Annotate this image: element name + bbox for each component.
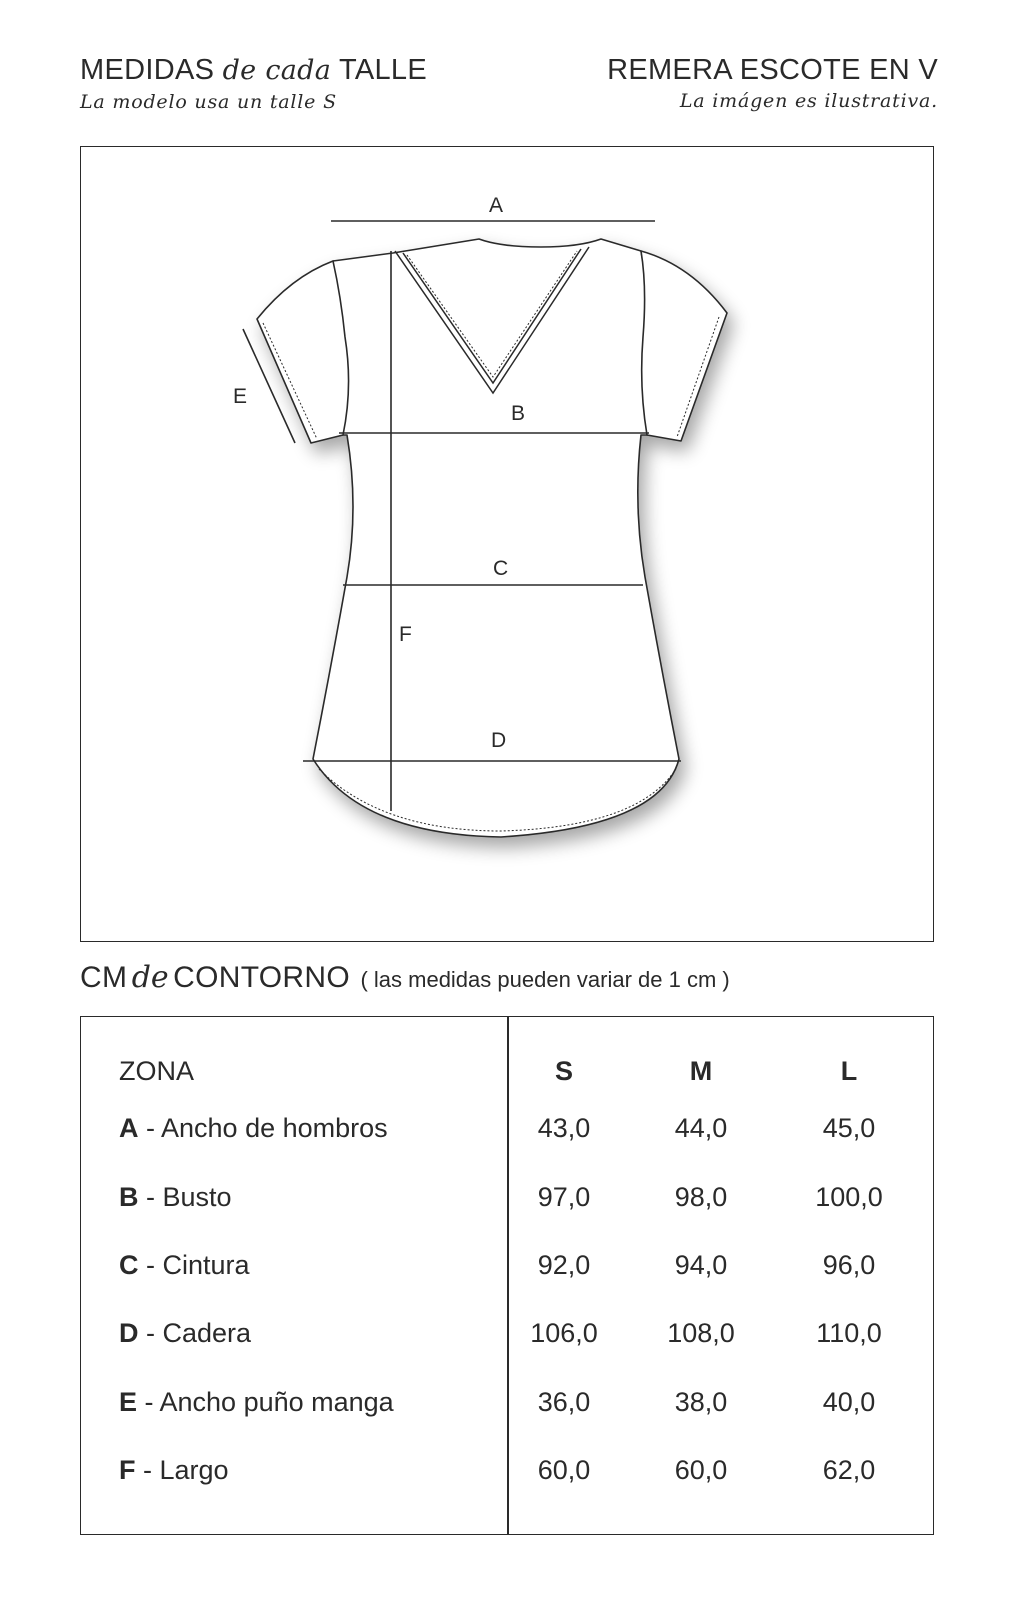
table-row-label (119, 1316, 251, 1350)
table-cell: 43,0 (537, 1113, 591, 1143)
zone-letter: C (119, 1250, 139, 1280)
t-shirt-illustration (81, 147, 933, 941)
illustrative-note: La imágen es ilustrativa. (679, 90, 938, 112)
label-a: A (489, 194, 504, 217)
model-size-note: La modelo usa un talle S (80, 91, 337, 113)
table-cell: 38,0 (674, 1387, 728, 1417)
zone-letter: F (119, 1455, 136, 1485)
product-title: REMERA ESCOTE EN V (607, 54, 938, 86)
label-b: B (511, 402, 526, 425)
zone-name: - Cadera (138, 1318, 252, 1348)
zone-letter: E (119, 1387, 138, 1417)
zone-name: - Ancho puño manga (137, 1387, 394, 1417)
section-title-part-2: de (131, 960, 169, 995)
zone-name: - Largo (135, 1455, 229, 1485)
table-row-label (119, 1180, 232, 1214)
zone-letter: B (119, 1182, 139, 1212)
label-c: C (493, 557, 509, 580)
table-cell: 106,0 (530, 1318, 598, 1348)
zone-name: - Busto (138, 1182, 232, 1212)
table-cell: 40,0 (822, 1387, 876, 1417)
table-cell: 98,0 (674, 1182, 728, 1212)
size-table (80, 1016, 934, 1535)
table-cell: 62,0 (822, 1455, 876, 1485)
table-row-label (119, 1248, 250, 1282)
zone-letter: A (119, 1113, 139, 1143)
table-cell: 44,0 (674, 1113, 728, 1143)
table-cell: 96,0 (822, 1250, 876, 1280)
table-row-label (119, 1453, 229, 1487)
title-part-3: TALLE (338, 54, 427, 86)
size-header-m: M (689, 1056, 713, 1086)
left-sleeve (257, 261, 349, 443)
zone-name: - Cintura (138, 1250, 250, 1280)
section-title-part-3: CONTORNO (173, 961, 350, 994)
title-part-1: MEDIDAS (80, 54, 215, 86)
header-left (80, 52, 427, 115)
table-cell: 60,0 (674, 1455, 728, 1485)
table-cell: 110,0 (816, 1318, 882, 1348)
table-cell: 92,0 (537, 1250, 591, 1280)
section-title (80, 960, 730, 995)
table-row-label (119, 1111, 388, 1145)
size-header-l: L (840, 1056, 858, 1086)
label-e: E (233, 385, 248, 408)
size-header-s: S (554, 1056, 573, 1086)
right-sleeve (641, 251, 727, 441)
header-right (607, 52, 938, 114)
label-f: F (399, 623, 412, 646)
title-part-2: de cada (222, 55, 332, 86)
section-title-part-1: CM (80, 961, 128, 994)
garment-diagram (80, 146, 934, 942)
zone-header: ZONA (119, 1056, 195, 1086)
page-title (80, 52, 427, 89)
table-cell: 97,0 (537, 1182, 591, 1212)
label-d: D (491, 729, 507, 752)
table-cell: 45,0 (822, 1113, 876, 1143)
table-cell: 60,0 (537, 1455, 591, 1485)
zone-name: - Ancho de hombros (138, 1113, 388, 1143)
table-row-label (119, 1385, 394, 1419)
table-cell: 36,0 (537, 1387, 591, 1417)
table-cell: 94,0 (674, 1250, 728, 1280)
table-cell: 100,0 (815, 1182, 883, 1212)
table-cell: 108,0 (667, 1318, 735, 1348)
zone-letter: D (119, 1318, 139, 1348)
section-note: ( las medidas pueden variar de 1 cm ) (360, 967, 730, 992)
